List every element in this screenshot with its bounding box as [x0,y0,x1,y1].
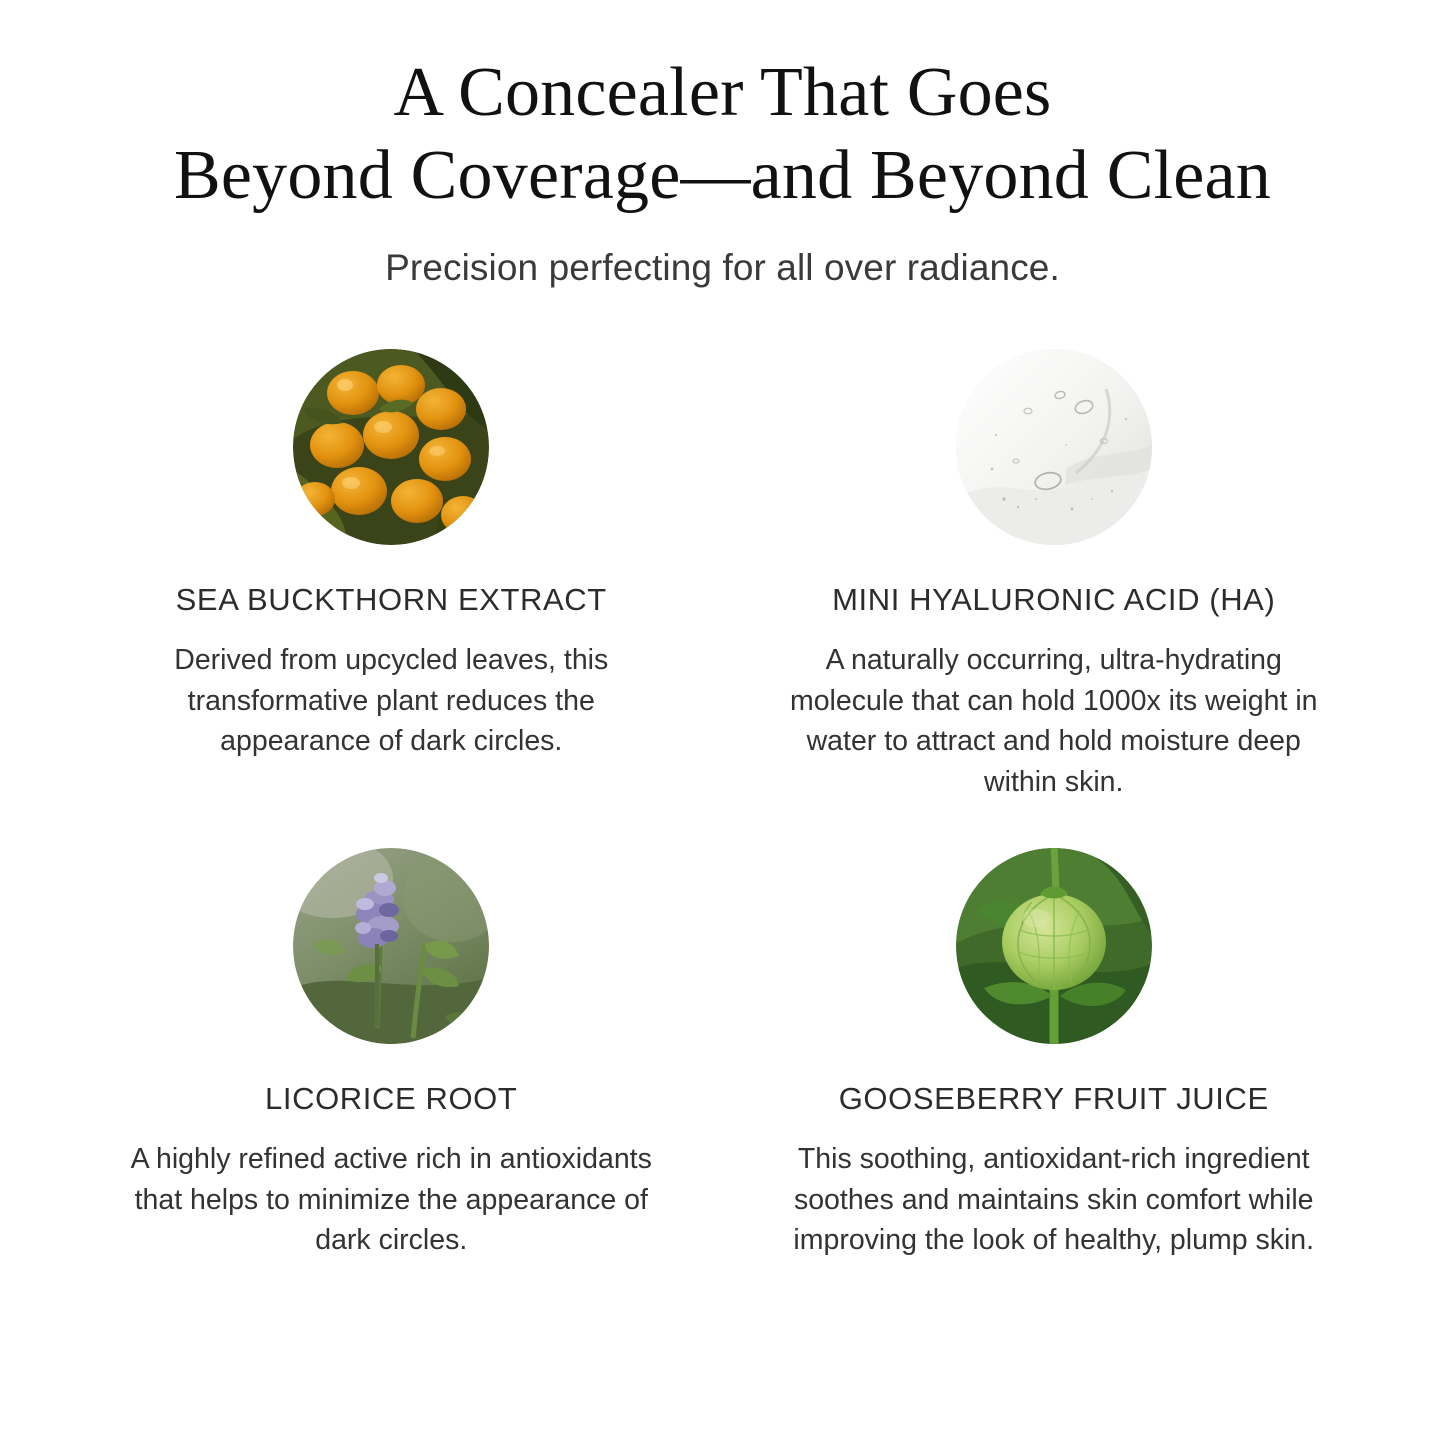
licorice-root-flower-photo [293,848,489,1044]
ingredient-description: A naturally occurring, ultra-hydrating molecule that can hold 1000x its weight in water to attract and hold moisture deep within skin. [789,644,1318,798]
ingredient-title: LICORICE ROOT [265,1081,518,1117]
hyaluronic-acid-gel-texture-photo [956,349,1152,545]
ingredient-title: GOOSEBERRY FRUIT JUICE [838,1081,1269,1117]
ingredient-description: This soothing, antioxidant-rich ingredient soothes and maintains skin comfort while improving the look of healthy, plump skin. [793,1143,1315,1257]
gooseberry-fruit-photo [956,848,1152,1044]
page-header [0,0,1445,289]
ingredient-card-licorice-root [60,848,723,1261]
ingredient-description: Derived from upcycled leaves, this transformative plant reduces the appearance of dark circles. [174,644,609,758]
ingredient-card-gooseberry [723,848,1386,1261]
ingredient-card-sea-buckthorn [60,349,723,802]
ingredient-card-hyaluronic-acid [723,349,1386,802]
ingredient-description: A highly refined active rich in antioxidants that helps to minimize the appearance of dark circles. [130,1143,652,1257]
page-title-line-2: Beyond Coverage—and Beyond Clean [174,136,1271,214]
page-title-line-1: A Concealer That Goes [393,54,1052,131]
page-title [93,52,1353,217]
ingredient-title: SEA BUCKTHORN EXTRACT [175,582,607,618]
ingredient-title: MINI HYALURONIC ACID (HA) [832,582,1276,618]
sea-buckthorn-berries-photo [293,349,489,545]
page-subtitle: Precision perfecting for all over radiance. [385,247,1060,289]
ingredient-grid [0,349,1445,1261]
